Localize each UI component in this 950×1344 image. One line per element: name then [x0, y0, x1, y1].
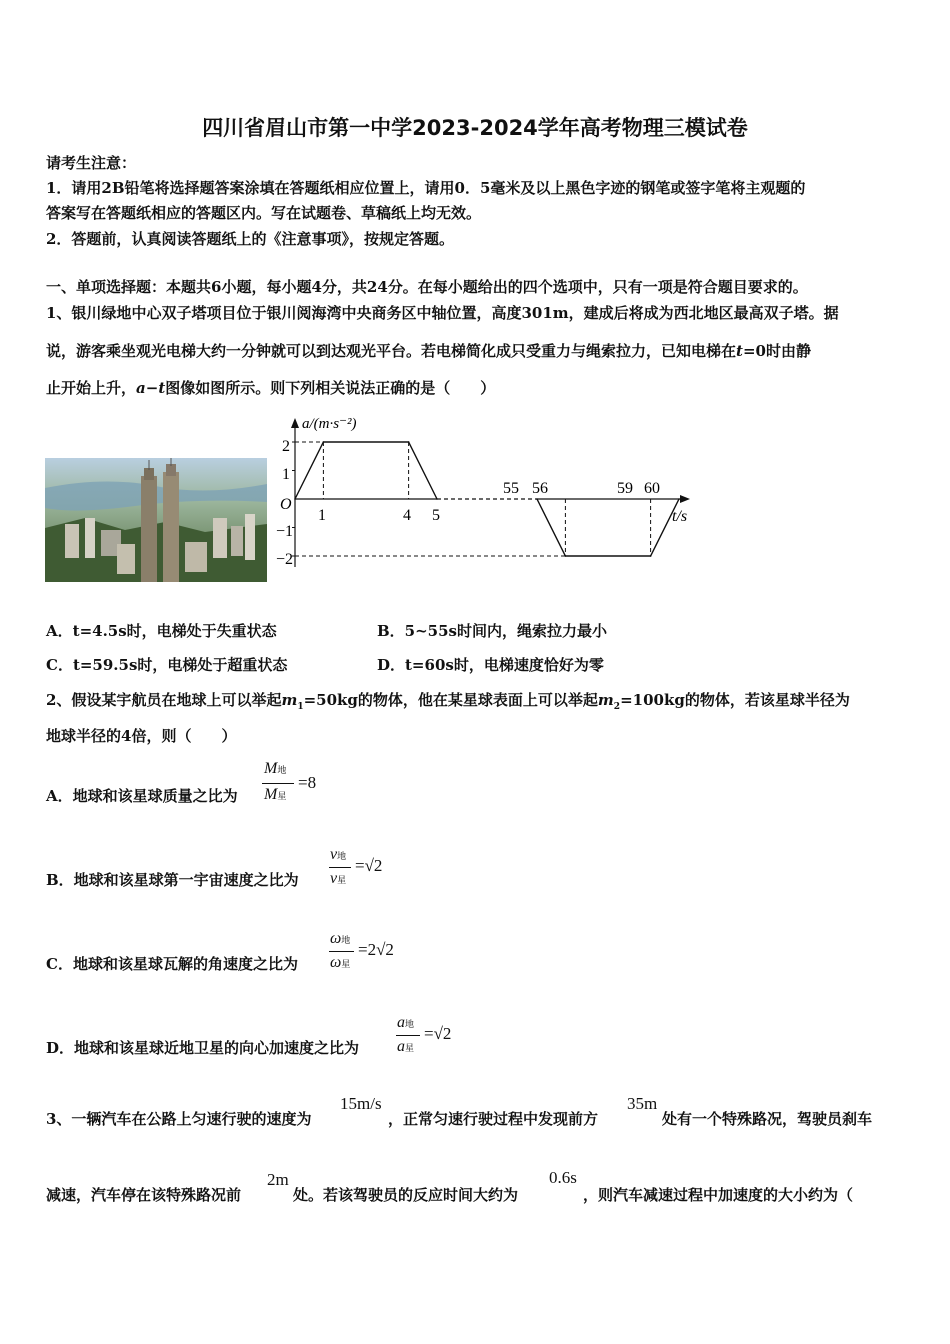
frac-d-num: a: [397, 1014, 405, 1031]
frac-a-bar: [262, 783, 294, 784]
frac-b-num-sub: 地: [337, 851, 347, 861]
y-tick-2: 2: [282, 438, 290, 455]
q1-line-2-text: 说，游客乘坐观光电梯大约一分钟就可以到达观光平台。若电梯简化成只受重力与绳索拉力，已知电梯在: [46, 342, 737, 360]
frac-c-num-sub: 地: [341, 935, 351, 945]
x-tick-1: 1: [318, 507, 326, 524]
x-axis-label: t/s: [672, 508, 688, 525]
q2-m2-sub: 2: [613, 702, 621, 712]
y-axis-arrow: [291, 418, 299, 428]
q2-line-1-mid: =50kg的物体，他在某星球表面上可以举起: [303, 691, 598, 709]
frac-a-den-sub: 星: [277, 791, 287, 801]
q3-line-1-text: 3、一辆汽车在公路上匀速行驶的速度为: [46, 1110, 312, 1128]
q1-option-b: B．5~55s时间内，绳索拉力最小: [377, 622, 608, 640]
q1-option-c: C．t=59.5s时，电梯处于超重状态: [46, 656, 288, 674]
q2-line-1-end: =100kg的物体，若该星球半径为: [620, 691, 850, 709]
q1-line-1: 1、银川绿地中心双子塔项目位于银川阅海湾中央商务区中轴位置，高度301m，建成后将成为西北地区最高双子塔。据: [46, 304, 839, 322]
section-heading: 一、单项选择题：本题共6小题，每小题4分，共24分。在每小题给出的四个选项中，只有一项是符合题目要求的。: [46, 278, 808, 296]
frac-d-den: a: [397, 1038, 405, 1055]
a-t-graph: [270, 410, 700, 585]
frac-b-den: v: [330, 870, 338, 887]
frac-d-bar: [396, 1035, 420, 1036]
frac-d-num-sub: 地: [405, 1019, 415, 1029]
frac-a-num-sub: 地: [277, 765, 287, 775]
q3-speed: 15m/s: [340, 1094, 382, 1113]
data-point-5: [565, 555, 567, 557]
y-tick-minus1: −1: [276, 523, 294, 540]
y-tick-minus2: −2: [276, 551, 294, 568]
data-point-4: [536, 498, 538, 500]
q1-line-3-end: 图像如图所示。则下列相关说法正确的是（ ）: [165, 379, 496, 397]
x-tick-56: 56: [532, 480, 548, 497]
frac-c-num: ω: [330, 930, 342, 947]
q2-option-c-formula: [329, 930, 419, 980]
q1-line-3: [46, 377, 495, 398]
q1-dash: −: [145, 379, 159, 397]
q2-m1: m: [281, 691, 298, 709]
q3-line-1-end: 处有一个特殊路况，驾驶员刹车: [662, 1110, 873, 1128]
q1-a-symbol: a: [136, 379, 146, 397]
q2-option-b: B．地球和该星球第一宇宙速度之比为: [46, 871, 299, 889]
q2-option-a-formula: [262, 760, 332, 810]
q3-reaction-time: 0.6s: [549, 1168, 577, 1187]
frac-d-rhs: =√2: [424, 1024, 452, 1043]
q3-distance: 35m: [627, 1094, 658, 1113]
frac-b-den-sub: 星: [337, 875, 347, 885]
x-axis-arrow: [680, 495, 690, 503]
data-point-6: [650, 555, 652, 557]
notice-line-2: 答案写在答题纸相应的答题区内。写在试题卷、草稿纸上均无效。: [46, 204, 482, 222]
origin-label: O: [280, 496, 292, 513]
frac-b-bar: [329, 867, 351, 868]
frac-d-den-sub: 星: [405, 1043, 415, 1053]
q1-t-symbol: t: [736, 342, 743, 360]
q3-line-1-mid: ，正常匀速行驶过程中发现前方: [388, 1110, 599, 1128]
q1-line-2: [46, 340, 811, 361]
q3-line-2-text: 减速，汽车停在该特殊路况前: [46, 1186, 242, 1204]
notice-line-3: 2．答题前，认真阅读答题纸上的《注意事项》，按规定答题。: [46, 230, 454, 248]
y-axis-label: a/(m·s⁻²): [302, 416, 357, 432]
data-point-0: [294, 498, 296, 500]
notice-line-1: 1．请用2B铅笔将选择题答案涂填在答题纸相应位置上，请用0．5毫米及以上黑色字迹的钢笔或签字笔将主观题的: [46, 179, 806, 197]
q1-t2-symbol: t: [158, 379, 166, 397]
data-point-2: [408, 441, 410, 443]
q2-option-d: D．地球和该星球近地卫星的向心加速度之比为: [46, 1039, 360, 1057]
frac-b-num: v: [330, 846, 338, 863]
q1-line-2-end: =0时由静: [742, 342, 811, 360]
frac-c-den: ω: [330, 954, 342, 971]
x-tick-60: 60: [644, 480, 660, 497]
y-tick-1: 1: [282, 466, 290, 483]
q2-line-1-text: 2、假设某宇航员在地球上可以举起: [46, 691, 282, 709]
q2-line-2: 地球半径的4倍，则（ ）: [46, 727, 237, 745]
q1-option-a: A．t=4.5s时，电梯处于失重状态: [46, 622, 277, 640]
frac-a-den: M: [264, 786, 278, 803]
frac-a-rhs: =8: [298, 773, 317, 792]
q2-option-b-formula: [329, 846, 399, 896]
q3-stop-distance: 2m: [267, 1170, 289, 1189]
data-point-3: [436, 498, 438, 500]
x-tick-55: 55: [503, 480, 519, 497]
q3-line-2-end: ，则汽车减速过程中加速度的大小约为（: [583, 1186, 854, 1204]
q2-option-d-formula: [396, 1014, 476, 1064]
q2-m2: m: [597, 691, 614, 709]
page-title: 四川省眉山市第一中学2023-2024学年高考物理三模试卷: [202, 116, 748, 140]
q2-m1-sub: 1: [297, 702, 304, 712]
frac-c-bar: [329, 951, 354, 952]
q2-line-1: [46, 689, 850, 712]
notice-heading: 请考生注意：: [46, 154, 137, 172]
x-tick-4: 4: [403, 507, 411, 524]
twin-tower-photo: [45, 458, 267, 582]
x-tick-5: 5: [432, 507, 440, 524]
q1-line-3-text: 止开始上升，: [46, 379, 137, 397]
q2-option-a: A．地球和该星球质量之比为: [46, 787, 238, 805]
frac-a-num: M: [264, 760, 278, 777]
q1-option-d: D．t=60s时，电梯速度恰好为零: [377, 656, 604, 674]
x-tick-59: 59: [617, 480, 633, 497]
data-point-7: [678, 498, 680, 500]
frac-c-den-sub: 星: [341, 959, 351, 969]
frac-c-rhs: =2√2: [358, 940, 394, 959]
q3-line-2-mid: 处。若该驾驶员的反应时间大约为: [293, 1186, 519, 1204]
q2-option-c: C．地球和该星球瓦解的角速度之比为: [46, 955, 298, 973]
data-point-1: [323, 441, 325, 443]
frac-b-rhs: =√2: [355, 856, 383, 875]
